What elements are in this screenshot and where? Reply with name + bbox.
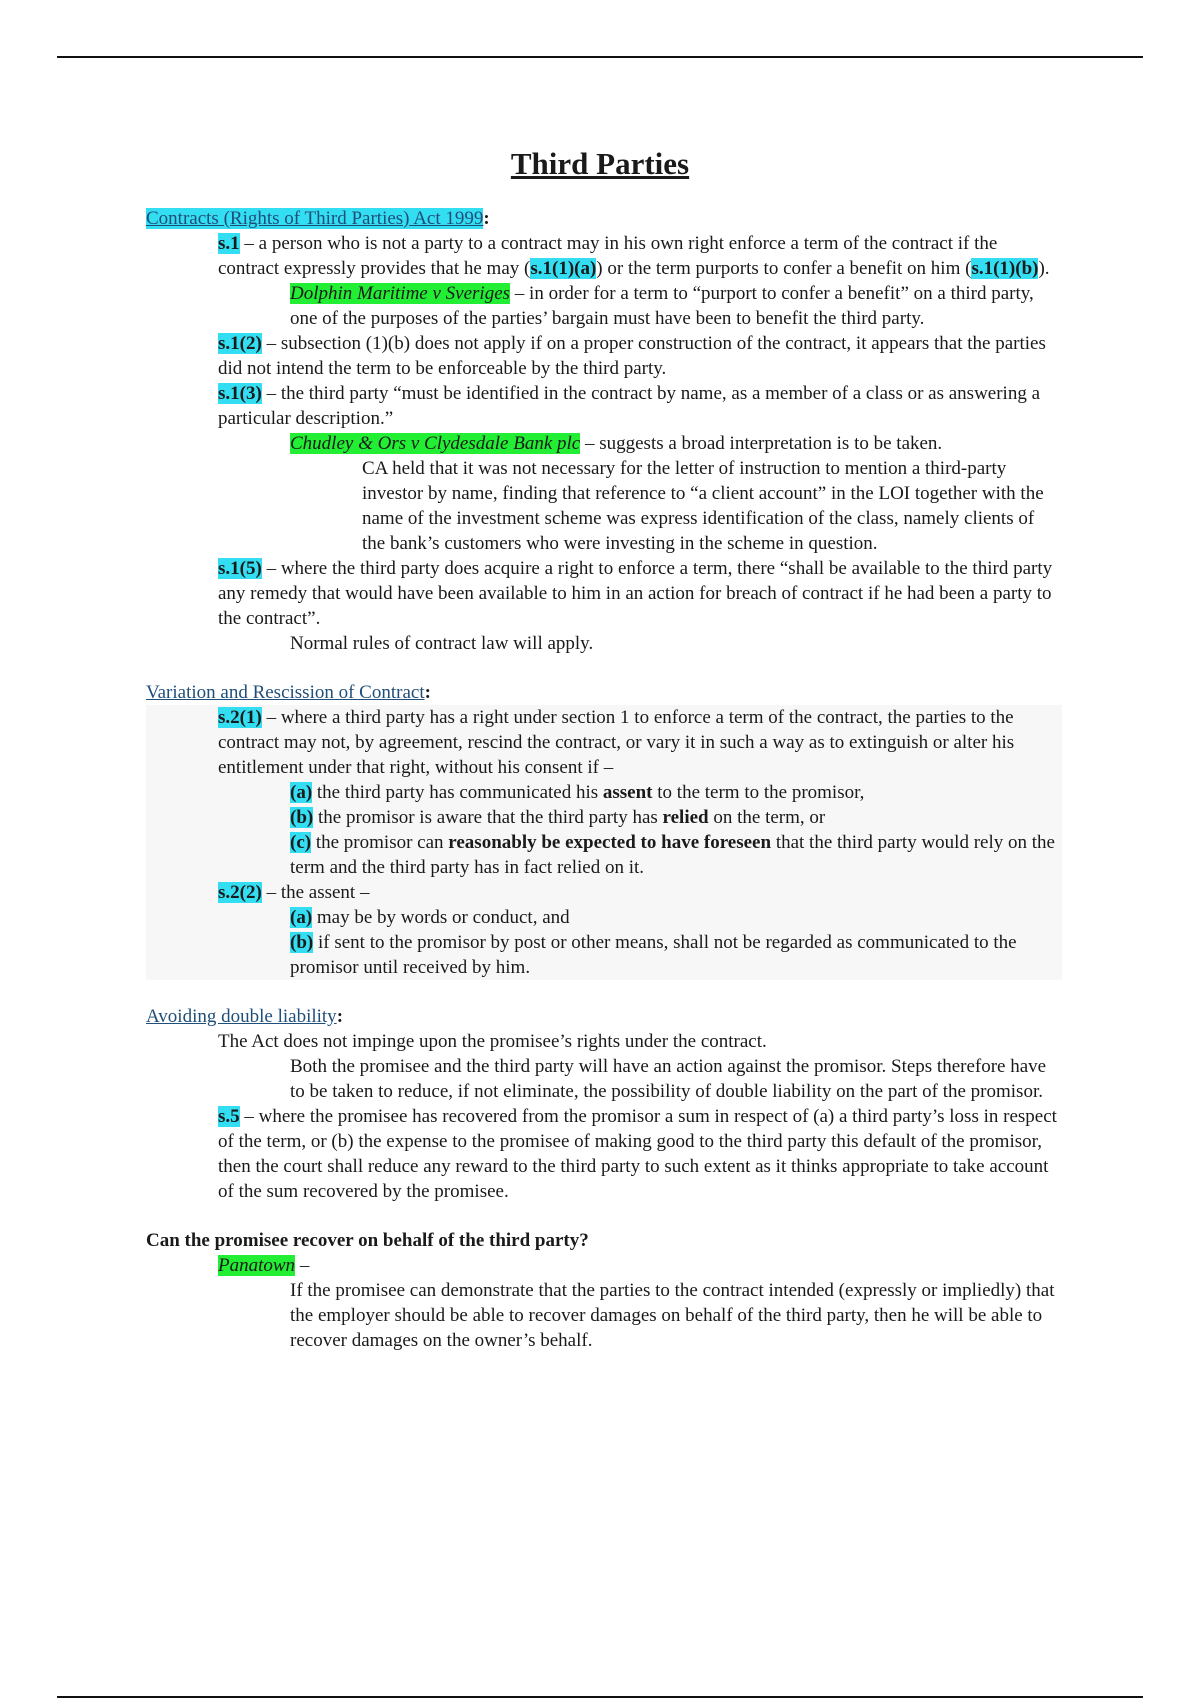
chudley-case-paragraph [146, 431, 1062, 456]
s2-2-text: – the assent – [261, 882, 370, 903]
double-liability-heading-link[interactable]: Avoiding double liability [146, 1006, 337, 1027]
footer-rule [57, 1696, 1143, 1698]
ref-s1-1-b: s.1(1)(b) [971, 258, 1039, 279]
s1-text-a: – a person who is not a party to a contract may in his own right enforce a term of the contract if the contract expressly provides that he may ( [218, 233, 998, 279]
s2-1-item-a [146, 780, 1062, 805]
section-heading-double-liability: Avoiding double liability: [146, 1006, 344, 1027]
item-a-text2: to the term to the promisor, [652, 782, 865, 803]
ref-item-c: (c) [290, 832, 312, 853]
s5-paragraph [146, 1104, 1062, 1204]
item-c-text2: that the third party would rely on the term and the third party has in fact relied on it. [290, 832, 1055, 878]
act-heading-link[interactable]: Contracts (Rights of Third Parties) Act 1999 [146, 208, 484, 229]
s1-2-paragraph [146, 331, 1062, 381]
ref-s2-2-b: (b) [290, 932, 314, 953]
s2-2-paragraph [146, 880, 1062, 905]
case-dolphin: Dolphin Maritime v Sveriges [290, 283, 511, 304]
panatown-detail: If the promisee can demonstrate that the parties to the contract intended (expressly or impliedly) that the employer should be able to recover damages on behalf of the third party, then he will be able to recover damages on the owner’s behalf. [290, 1280, 1055, 1351]
case-panatown: Panatown [218, 1255, 296, 1276]
s5-text: – where the promisee has recovered from the promisor a sum in respect of (a) a third party’s loss in respect of the term, or (b) the expense to the promisee of making good to the third party this default of the promisor, then the court shall reduce any reward to the third party to such extent as it thinks appropriate to take account of the sum recovered by the promisee. [218, 1106, 1057, 1202]
panatown-dash: – [295, 1255, 310, 1276]
panatown-case-paragraph [146, 1253, 1062, 1278]
s2-1-text: – where a third party has a right under section 1 to enforce a term of the contract, the parties to the contract may not, by agreement, rescind the contract, or vary it in such a way as to extinguish or alter his entitlement under that right, without his consent if – [218, 707, 1015, 778]
ref-s1-5: s.1(5) [218, 558, 262, 579]
section-heading-recover: Can the promisee recover on behalf of the third party? [146, 1230, 589, 1251]
normal-rules-note: Normal rules of contract law will apply. [290, 633, 594, 654]
variation-heading-link[interactable]: Variation and Rescission of Contract [146, 682, 425, 703]
ref-s2-1: s.2(1) [218, 707, 262, 728]
ref-s1-2: s.1(2) [218, 333, 262, 354]
s2-1-paragraph [146, 705, 1062, 780]
dolphin-case-paragraph [146, 281, 1062, 331]
item-b-text1: the promisor is aware that the third party has [313, 807, 663, 828]
s2-2-item-b [146, 930, 1062, 980]
s2-1-item-b [146, 805, 1062, 830]
ref-s2-2: s.2(2) [218, 882, 262, 903]
section-heading-variation: Variation and Rescission of Contract: [146, 682, 431, 703]
ref-s5: s.5 [218, 1106, 240, 1127]
section-heading-act: Contracts (Rights of Third Parties) Act 1999: [146, 208, 490, 229]
ref-s2-2-a: (a) [290, 907, 313, 928]
ref-item-b: (b) [290, 807, 314, 828]
item-c-bold: reasonably be expected to have foreseen [448, 832, 772, 853]
s1-paragraph [146, 231, 1062, 281]
item-a-text1: the third party has communicated his [312, 782, 603, 803]
case-chudley: Chudley & Ors v Clydesdale Bank plc [290, 433, 581, 454]
item-b-bold: relied [662, 807, 709, 828]
double-liability-intro: The Act does not impinge upon the promisee’s rights under the contract. [218, 1031, 767, 1052]
s2-2-a-text: may be by words or conduct, and [312, 907, 570, 928]
ref-s1-1-a: s.1(1)(a) [530, 258, 597, 279]
s1-3-paragraph [146, 381, 1062, 431]
s2-2-b-text: if sent to the promisor by post or other means, shall not be regarded as communicated to the promisor until received by him. [290, 932, 1017, 978]
chudley-text: – suggests a broad interpretation is to be taken. [580, 433, 943, 454]
s1-text-b: ) or the term purports to confer a benefit on him ( [596, 258, 972, 279]
ref-item-a: (a) [290, 782, 313, 803]
s1-5-text: – where the third party does acquire a right to enforce a term, there “shall be available to the third party any remedy that would have been available to him in an action for breach of contract if he had been a party to the contract”. [218, 558, 1053, 629]
s1-text-c: ). [1038, 258, 1050, 279]
item-a-bold: assent [602, 782, 653, 803]
dolphin-text: – in order for a term to “purport to confer a benefit” on a third party, one of the purposes of the parties’ bargain must have been to benefit the third party. [290, 283, 1034, 329]
s1-3-text: – the third party “must be identified in the contract by name, as a member of a class or as answering a particular description.” [218, 383, 1041, 429]
header-rule [57, 56, 1143, 58]
ref-s1: s.1 [218, 233, 240, 254]
s1-2-text: – subsection (1)(b) does not apply if on a proper construction of the contract, it appears that the parties did not intend the term to be enforceable by the third party. [218, 333, 1046, 379]
item-c-text1: the promisor can [311, 832, 449, 853]
chudley-detail: CA held that it was not necessary for the letter of instruction to mention a third-party investor by name, finding that reference to “a client account” in the LOI together with the name of the investment scheme was express identification of the class, namely clients of the bank’s customers who were investing in the scheme in question. [362, 458, 1044, 554]
variation-block [146, 705, 1062, 980]
double-liability-detail: Both the promisee and the third party will have an action against the promisor. Steps therefore have to be taken to reduce, if not eliminate, the possibility of double liability on the part of the promisor. [290, 1056, 1047, 1102]
s2-2-item-a [146, 905, 1062, 930]
ref-s1-3: s.1(3) [218, 383, 262, 404]
s1-5-paragraph [146, 556, 1062, 631]
item-b-text2: on the term, or [708, 807, 826, 828]
page-title: Third Parties [510, 146, 690, 181]
s2-1-item-c [146, 830, 1062, 880]
document-body [146, 206, 1062, 1353]
